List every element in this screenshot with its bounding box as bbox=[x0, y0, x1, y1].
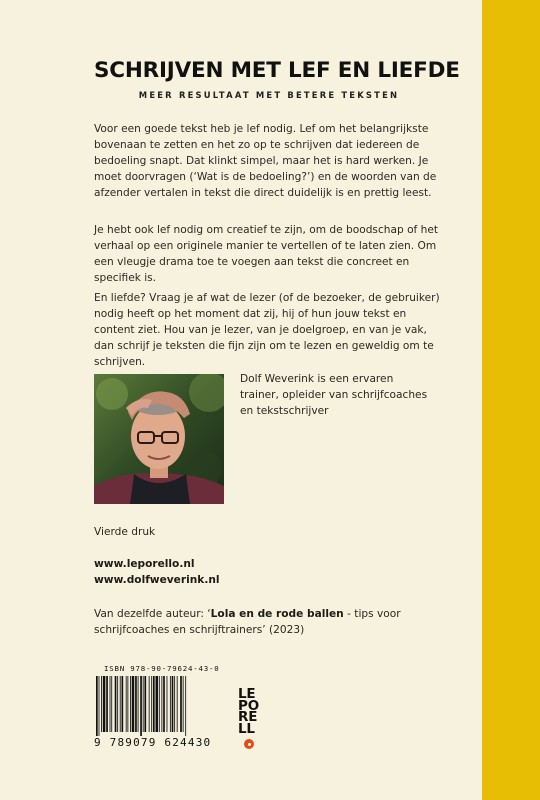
barcode-bar bbox=[110, 676, 111, 732]
website-link-leporello[interactable]: www.leporello.nl bbox=[94, 558, 195, 570]
author-bio: Dolf Weverink is een ervaren trainer, opleider van schrijfcoaches en tekstschrijver bbox=[240, 373, 428, 417]
barcode-bar bbox=[161, 676, 162, 732]
barcode-bar bbox=[127, 676, 128, 732]
edition-label: Vierde druk bbox=[94, 526, 156, 538]
isbn-label: ISBN 978-90-79624-43-0 bbox=[104, 664, 220, 673]
barcode-bar bbox=[106, 676, 108, 732]
barcode-bar bbox=[120, 676, 121, 732]
barcode-bar bbox=[130, 676, 131, 732]
barcode-bar bbox=[122, 676, 124, 732]
barcode-bar bbox=[138, 676, 139, 732]
logo-line: RE bbox=[238, 709, 258, 726]
barcode-bar bbox=[135, 676, 137, 732]
website-link-dolfweverink[interactable]: www.dolfweverink.nl bbox=[94, 574, 220, 586]
barcode-bar bbox=[144, 676, 146, 732]
barcode-bar bbox=[117, 676, 118, 732]
barcode-bar bbox=[115, 676, 117, 732]
barcode-bar bbox=[172, 676, 174, 732]
logo-line: PO bbox=[238, 697, 259, 714]
barcode-bar bbox=[170, 676, 171, 732]
barcode-digits: 9 789079 624430 bbox=[94, 736, 212, 749]
publisher-logo bbox=[238, 686, 268, 749]
blurb-paragraph: En liefde? Vraag je af wat de lezer (of de bezoeker, de gebruiker) nodig heeft op het moment dat zij, hij of hun jouw tekst en content ziet. Hou van je lezer, van je doelgroep, en van je vak, dan schrijf je teksten die fijn zijn om te lezen en geweldig om te schrijven. bbox=[94, 292, 440, 368]
other-book-title: Lola en de rode ballen bbox=[210, 608, 344, 620]
barcode-bar bbox=[111, 676, 112, 732]
barcode-bar bbox=[180, 676, 182, 732]
barcode-bar bbox=[159, 676, 160, 732]
barcode-bar bbox=[126, 676, 127, 732]
isbn-barcode-block bbox=[94, 664, 224, 749]
author-portrait-illustration bbox=[94, 374, 224, 504]
barcode-graphic bbox=[94, 676, 218, 736]
barcode-bar bbox=[101, 676, 102, 732]
barcode-bar bbox=[151, 676, 152, 732]
barcode-bar bbox=[183, 676, 184, 732]
barcode-bar bbox=[167, 676, 168, 732]
logo-dot-icon bbox=[244, 739, 254, 749]
barcode-bar bbox=[174, 676, 175, 732]
barcode-bar bbox=[163, 676, 165, 732]
logo-line: LL bbox=[238, 720, 255, 737]
barcode-bar bbox=[132, 676, 135, 732]
barcode-bar bbox=[99, 676, 100, 736]
barcode-bar bbox=[149, 676, 150, 732]
barcode-bar bbox=[103, 676, 106, 732]
book-subtitle: MEER RESULTAAT MET BETERE TEKSTEN bbox=[138, 90, 400, 100]
blurb-paragraph: Je hebt ook lef nodig om creatief te zijn, om de boodschap of het verhaal op een originele manier te vertellen of te laten zien. Om een vleugje drama toe te voegen aan tekst die concreet en specifiek is. bbox=[94, 224, 439, 284]
barcode-bar bbox=[153, 676, 155, 732]
book-title: SCHRIJVEN MET LEF EN LIEFDE bbox=[94, 58, 460, 83]
barcode-bar bbox=[185, 676, 186, 736]
logo-line: LE bbox=[238, 686, 256, 702]
same-author-suffix: - tips voor schrijfcoaches en schrijftrainers’ (2023) bbox=[94, 608, 401, 636]
barcode-bar bbox=[96, 676, 98, 736]
barcode-bar bbox=[140, 676, 142, 736]
barcode-bar bbox=[156, 676, 159, 732]
same-author-note bbox=[94, 606, 444, 638]
same-author-prefix: Van dezelfde auteur: ‘ bbox=[94, 608, 211, 620]
blurb-paragraph: Voor een goede tekst heb je lef nodig. Lef om het belangrijkste bovenaan te zetten en het zo op te schrijven dat iedereen de bedoeling snapt. Dat klinkt simpel, maar het is hard werken. Je moet doorvragen (‘Wat is de bedoeling?’) en de woorden van de afzender vertalen in tekst die direct duidelijk is en prettig leest. bbox=[94, 123, 437, 199]
barcode-bar bbox=[143, 676, 144, 732]
author-photo bbox=[94, 374, 224, 504]
spine-band bbox=[482, 0, 540, 800]
barcode-bar bbox=[177, 676, 178, 732]
